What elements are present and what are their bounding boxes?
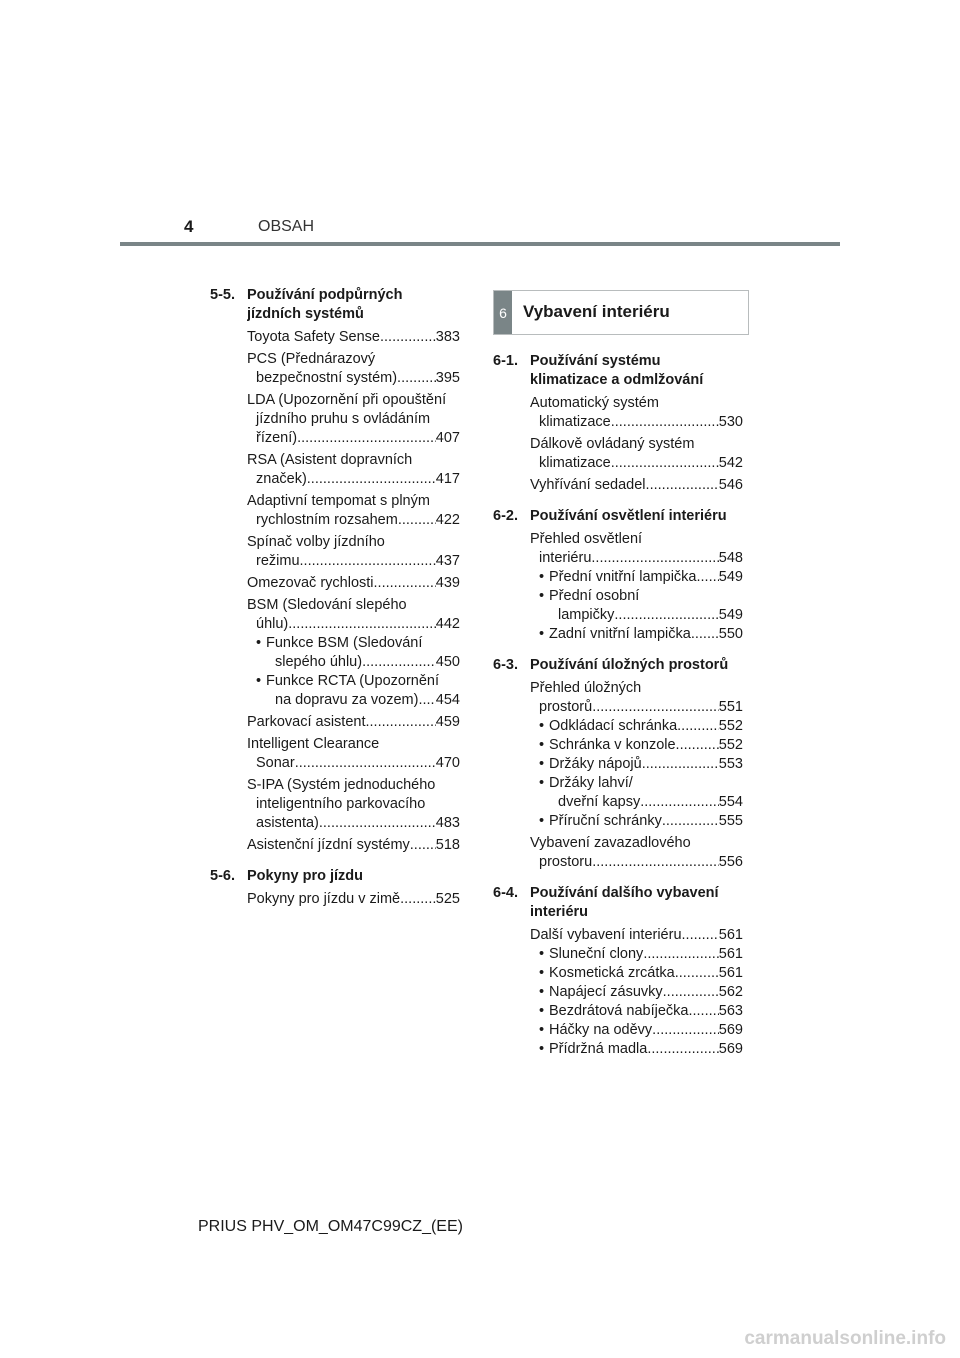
toc-subentry[interactable]: • Přední osobní lampičky ..... 549 (539, 587, 743, 625)
page-ref: 454 (435, 692, 460, 708)
toc-subentry[interactable]: • Kosmetická zrcátka ..... 561 (539, 964, 743, 983)
watermark: carmanualsonline.info (744, 1328, 946, 1349)
toc-entry[interactable]: Spínač volby jízdního režimu ..... 437 (247, 533, 460, 571)
toc-subentry[interactable]: • Držáky nápojů ..... 553 (539, 755, 743, 774)
page-ref: 546 (718, 477, 743, 493)
toc-entry[interactable]: Další vybavení interiéru ..... 561 • Sluneční clony ..... 561 • Kosmetická zrcátka ..... 561 • Napájecí zásuvky ..... 562 • Bezdrátová nabíječka ..... 563 • Háčky na oděvy ..... 569 • Přídržná madla ..... 569 (530, 926, 743, 1059)
chapter-title: Vybavení interiéru (523, 302, 670, 321)
toc-left-column (210, 286, 460, 909)
toc-entry[interactable]: Přehled úložných prostorů ..... 551 • Odkládací schránka ..... 552 • Schránka v konzole ..... 552 • Držáky nápojů ..... 553 • Držáky lahví/ dveřní kapsy ..... 554 • Příruční schránky ..... 555 (530, 679, 743, 831)
page-ref: 483 (435, 815, 460, 831)
toc-entry[interactable]: Parkovací asistent ..... 459 (247, 713, 460, 732)
page-ref: 555 (718, 813, 743, 829)
toc-subentry[interactable]: • Držáky lahví/ dveřní kapsy ..... 554 (539, 774, 743, 812)
toc-subentry[interactable]: • Schránka v konzole ..... 552 (539, 736, 743, 755)
page-ref: 442 (435, 616, 460, 632)
toc-entry[interactable]: BSM (Sledování slepého úhlu) ..... 442 • Funkce BSM (Sledování slepého úhlu) ..... 450 • Funkce RCTA (Upozornění na dopravu za vozem) ..... 454 (247, 596, 460, 710)
toc-entry[interactable]: Omezovač rychlosti ..... 439 (247, 574, 460, 593)
chapter-number-tab: 6 (494, 291, 512, 334)
toc-subentry[interactable]: • Odkládací schránka ..... 552 (539, 717, 743, 736)
page-ref: 407 (435, 430, 460, 446)
footer-model-code: PRIUS PHV_OM_OM47C99CZ_(EE) (198, 1218, 463, 1235)
page-ref: 549 (718, 569, 743, 585)
page-number: 4 (184, 217, 194, 236)
toc-entry[interactable]: Přehled osvětlení interiéru ..... 548 • Přední vnitřní lampička ..... 549 • Přední osobní lampičky ..... 549 • Zadní vnitřní lampička ..... 550 (530, 530, 743, 644)
toc-entry[interactable]: Toyota Safety Sense ..... 383 (247, 328, 460, 347)
toc-section-6-4[interactable] (493, 884, 743, 922)
page-ref: 439 (435, 575, 460, 591)
toc-entry[interactable]: PCS (Přednárazový bezpečnostní systém) ..... 395 (247, 350, 460, 388)
section-title-line: Používání dalšího vybavení (530, 885, 719, 901)
page-ref: 518 (435, 837, 460, 853)
toc-entry[interactable]: Asistenční jízdní systémy ..... 518 (247, 836, 460, 855)
toc-subentry[interactable]: • Háčky na oděvy ..... 569 (539, 1021, 743, 1040)
page-ref: 561 (718, 965, 743, 981)
page-ref: 383 (435, 329, 460, 345)
page-ref: 554 (718, 794, 743, 810)
section-number: 5-5. (210, 287, 235, 303)
toc-subentry[interactable]: • Sluneční clony ..... 561 (539, 945, 743, 964)
page-ref: 562 (718, 984, 743, 1000)
page-ref: 530 (718, 414, 743, 430)
toc-subentry[interactable]: • Bezdrátová nabíječka ..... 563 (539, 1002, 743, 1021)
page-ref: 561 (718, 927, 743, 943)
page-ref: 551 (718, 699, 743, 715)
toc-section-5-5[interactable] (210, 286, 460, 324)
bullet-icon: • (539, 946, 545, 962)
page-ref: 552 (718, 718, 743, 734)
bullet-icon: • (539, 813, 545, 829)
section-number: 6-2. (493, 508, 518, 524)
page-ref: 556 (718, 854, 743, 870)
toc-entry[interactable]: Pokyny pro jízdu v zimě ..... 525 (247, 890, 460, 909)
toc-section-6-2[interactable] (493, 507, 743, 526)
toc-subentry[interactable]: • Zadní vnitřní lampička ..... 550 (539, 625, 743, 644)
chapter-heading[interactable] (493, 290, 749, 335)
page-ref: 450 (435, 654, 460, 670)
page-ref: 550 (718, 626, 743, 642)
bullet-icon: • (539, 569, 545, 585)
toc-section-6-1[interactable] (493, 352, 743, 390)
page-ref: 569 (718, 1022, 743, 1038)
section-number: 6-3. (493, 657, 518, 673)
section-number: 6-1. (493, 353, 518, 369)
toc-subentry[interactable]: • Funkce BSM (Sledování slepého úhlu) ..... 450 (256, 634, 460, 672)
bullet-icon: • (539, 1041, 545, 1057)
bullet-icon: • (539, 965, 545, 981)
toc-entry[interactable]: Automatický systém klimatizace ..... 530 (530, 394, 743, 432)
bullet-icon: • (539, 1003, 545, 1019)
page-ref: 417 (435, 471, 460, 487)
toc-subentry[interactable]: • Přídržná madla ..... 569 (539, 1040, 743, 1059)
bullet-icon: • (539, 1022, 545, 1038)
running-head: OBSAH (258, 218, 315, 235)
section-title-line: interiéru (530, 904, 589, 920)
section-title-line: Používání podpůrných (247, 287, 403, 303)
page-ref: 548 (718, 550, 743, 566)
page-ref: 569 (718, 1041, 743, 1057)
page-ref: 395 (435, 370, 460, 386)
page-ref: 553 (718, 756, 743, 772)
toc-section-6-3[interactable] (493, 656, 743, 675)
page-ref: 470 (435, 755, 460, 771)
bullet-icon: • (256, 635, 262, 651)
page-ref: 542 (718, 455, 743, 471)
toc-entry[interactable]: Intelligent Clearance Sonar ..... 470 (247, 735, 460, 773)
toc-subentry[interactable]: • Funkce RCTA (Upozornění na dopravu za vozem) ..... 454 (256, 672, 460, 710)
toc-section-5-6[interactable] (210, 867, 460, 886)
page-ref: 561 (718, 946, 743, 962)
section-title-line: klimatizace a odmlžování (530, 372, 704, 388)
page-ref: 563 (718, 1003, 743, 1019)
section-title-line: Používání systému (530, 353, 661, 369)
bullet-icon: • (539, 756, 545, 772)
page-ref: 549 (718, 607, 743, 623)
toc-entry[interactable]: Vybavení zavazadlového prostoru ..... 556 (530, 834, 743, 872)
bullet-icon: • (539, 984, 545, 1000)
toc-entry[interactable]: S-IPA (Systém jednoduchého inteligentního parkovacího asistenta) ..... 483 (247, 776, 460, 833)
bullet-icon: • (539, 737, 545, 753)
toc-subentry[interactable]: • Přední vnitřní lampička ..... 549 (539, 568, 743, 587)
section-title-line: jízdních systémů (247, 306, 364, 322)
toc-subentry[interactable]: • Příruční schránky ..... 555 (539, 812, 743, 831)
page-ref: 552 (718, 737, 743, 753)
bullet-icon: • (539, 588, 545, 604)
section-title-line: Používání osvětlení interiéru (530, 508, 727, 524)
toc-entry[interactable]: Vyhřívání sedadel ..... 546 (530, 476, 743, 495)
section-title-line: Používání úložných prostorů (530, 657, 729, 673)
bullet-icon: • (256, 673, 262, 689)
page-ref: 422 (435, 512, 460, 528)
toc-entry[interactable]: LDA (Upozornění při opouštění jízdního pruhu s ovládáním řízení) ..... 407 (247, 391, 460, 448)
bullet-icon: • (539, 775, 545, 791)
section-title-line: Pokyny pro jízdu (247, 868, 364, 884)
section-number: 5-6. (210, 868, 235, 884)
header-rule (120, 242, 840, 246)
page-ref: 525 (435, 891, 460, 907)
toc-right-column (493, 352, 743, 1059)
toc-entry[interactable]: Adaptivní tempomat s plným rychlostním rozsahem ..... 422 (247, 492, 460, 530)
bullet-icon: • (539, 626, 545, 642)
bullet-icon: • (539, 718, 545, 734)
page-ref: 459 (435, 714, 460, 730)
toc-subentry[interactable]: • Napájecí zásuvky ..... 562 (539, 983, 743, 1002)
page-ref: 437 (435, 553, 460, 569)
toc-entry[interactable]: RSA (Asistent dopravních značek) ..... 417 (247, 451, 460, 489)
toc-entry[interactable]: Dálkově ovládaný systém klimatizace ..... 542 (530, 435, 743, 473)
section-number: 6-4. (493, 885, 518, 901)
